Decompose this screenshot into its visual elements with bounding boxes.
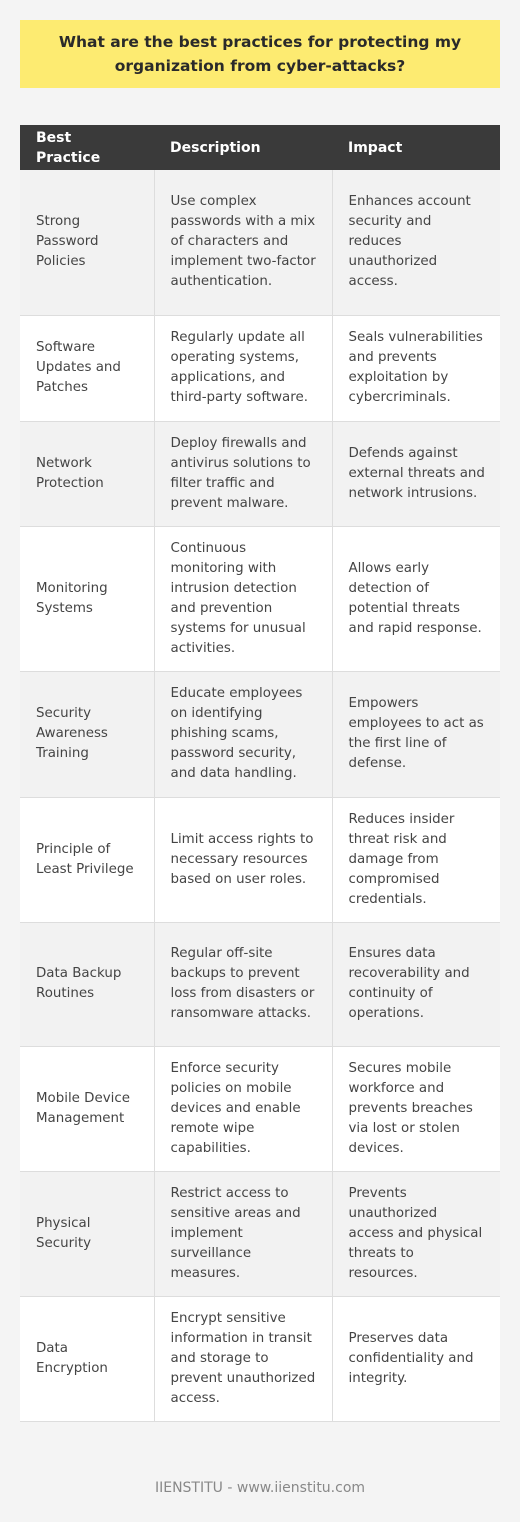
cell-best-practice: Security Awareness Training [20, 671, 154, 797]
table-row [20, 1046, 500, 1171]
table-row [20, 671, 500, 797]
cell-description: Limit access rights to necessary resources based on user roles. [154, 797, 332, 922]
cell-impact: Reduces insider threat risk and damage from compromised credentials. [332, 797, 500, 922]
column-header-impact: Impact [332, 125, 500, 170]
table-row [20, 526, 500, 671]
cell-impact: Preserves data confidentiality and integrity. [332, 1296, 500, 1421]
table-row [20, 315, 500, 421]
cell-best-practice: Strong Password Policies [20, 170, 154, 315]
cell-best-practice: Physical Security [20, 1171, 154, 1296]
page-title: What are the best practices for protecting my organization from cyber-attacks? [58, 33, 462, 75]
column-header-description: Description [154, 125, 332, 170]
cell-best-practice: Network Protection [20, 421, 154, 526]
cell-description: Use complex passwords with a mix of characters and implement two-factor authentication. [154, 170, 332, 315]
cell-description: Regularly update all operating systems, applications, and third-party software. [154, 315, 332, 421]
cell-best-practice: Mobile Device Management [20, 1046, 154, 1171]
cell-best-practice: Data Backup Routines [20, 922, 154, 1046]
cell-description: Enforce security policies on mobile devices and enable remote wipe capabilities. [154, 1046, 332, 1171]
table-row [20, 1171, 500, 1296]
footer-credit: IIENSTITU - www.iienstitu.com [154, 1480, 366, 1496]
cell-impact: Secures mobile workforce and prevents breaches via lost or stolen devices. [332, 1046, 500, 1171]
cell-impact: Enhances account security and reduces unauthorized access. [332, 170, 500, 315]
cell-best-practice: Software Updates and Patches [20, 315, 154, 421]
table-row [20, 421, 500, 526]
table-row [20, 922, 500, 1046]
cell-best-practice: Data Encryption [20, 1296, 154, 1421]
cell-best-practice: Monitoring Systems [20, 526, 154, 671]
cell-description: Continuous monitoring with intrusion detection and prevention systems for unusual activities. [154, 526, 332, 671]
cell-impact: Allows early detection of potential threats and rapid response. [332, 526, 500, 671]
cell-impact: Seals vulnerabilities and prevents exploitation by cybercriminals. [332, 315, 500, 421]
cell-impact: Prevents unauthorized access and physical threats to resources. [332, 1171, 500, 1296]
cell-description: Deploy firewalls and antivirus solutions to filter traffic and prevent malware. [154, 421, 332, 526]
table-row [20, 797, 500, 922]
best-practices-table [20, 125, 500, 1422]
cell-description: Encrypt sensitive information in transit and storage to prevent unauthorized access. [154, 1296, 332, 1421]
table-row [20, 1296, 500, 1421]
cell-description: Restrict access to sensitive areas and implement surveillance measures. [154, 1171, 332, 1296]
cell-impact: Empowers employees to act as the first line of defense. [332, 671, 500, 797]
cell-description: Regular off-site backups to prevent loss from disasters or ransomware attacks. [154, 922, 332, 1046]
cell-impact: Ensures data recoverability and continuity of operations. [332, 922, 500, 1046]
cell-description: Educate employees on identifying phishing scams, password security, and data handling. [154, 671, 332, 797]
column-header-best-practice: Best Practice [20, 125, 154, 170]
title-banner [20, 20, 500, 88]
table-row [20, 170, 500, 315]
cell-impact: Defends against external threats and network intrusions. [332, 421, 500, 526]
cell-best-practice: Principle of Least Privilege [20, 797, 154, 922]
table-header-row [20, 125, 500, 170]
